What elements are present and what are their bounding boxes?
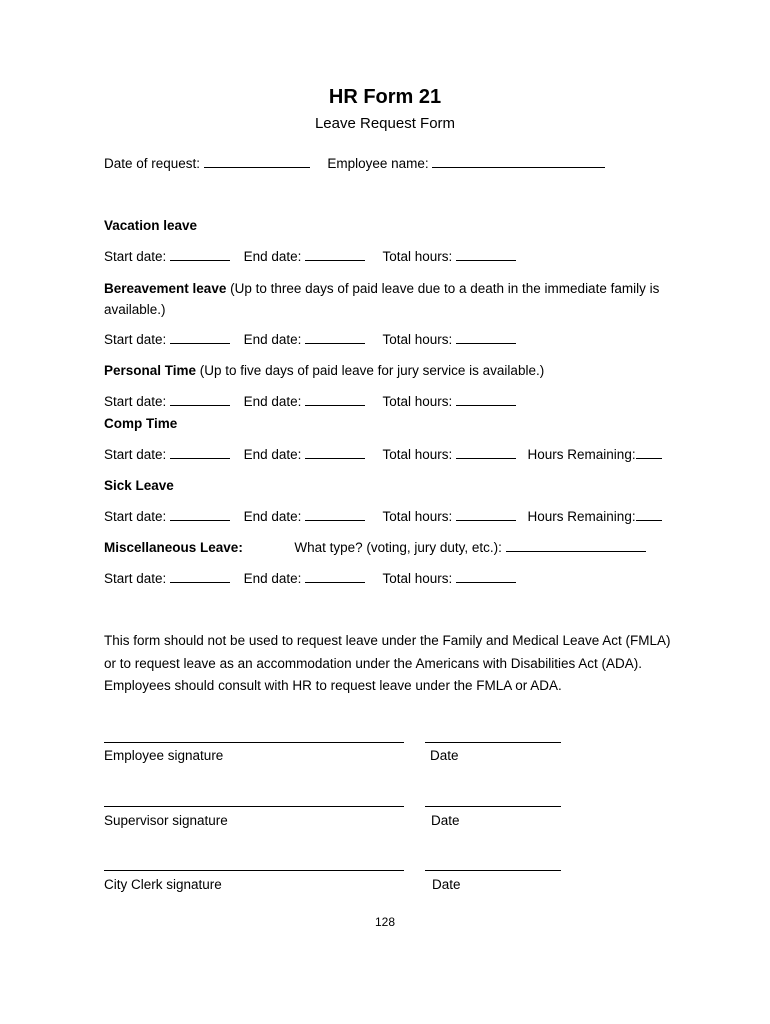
- bereavement-dates-row: [104, 332, 516, 347]
- employee-date-label: Date: [430, 748, 459, 763]
- total-hours-field[interactable]: [456, 582, 516, 583]
- notice-line-1: This form should not be used to request leave under the Family and Medical Leave Act (FMLA): [104, 633, 671, 648]
- start-date-label: Start date:: [104, 394, 167, 409]
- bereavement-leave-heading: [104, 278, 684, 320]
- employee-date-line[interactable]: [425, 742, 561, 743]
- total-hours-label: Total hours:: [382, 509, 453, 524]
- end-date-field[interactable]: [305, 520, 365, 521]
- end-date-field[interactable]: [305, 458, 365, 459]
- total-hours-label: Total hours:: [382, 447, 453, 462]
- request-info-row: [104, 156, 605, 171]
- total-hours-field[interactable]: [456, 260, 516, 261]
- notice-line-2: or to request leave as an accommodation under the Americans with Disabilities Act (ADA).: [104, 655, 643, 671]
- hours-remaining-field[interactable]: [636, 520, 662, 521]
- end-date-field[interactable]: [305, 582, 365, 583]
- end-date-label: End date:: [243, 447, 302, 462]
- date-of-request-label: Date of request:: [104, 156, 201, 171]
- supervisor-date-line[interactable]: [425, 806, 561, 807]
- misc-dates-row: [104, 571, 516, 586]
- start-date-field[interactable]: [170, 260, 230, 261]
- page-number: 128: [374, 915, 396, 929]
- sick-leave-heading: Sick Leave: [104, 478, 174, 493]
- employee-name-label: Employee name:: [327, 156, 429, 171]
- start-date-field[interactable]: [170, 520, 230, 521]
- form-title: HR Form 21: [328, 86, 442, 108]
- comp-dates-row: [104, 447, 662, 462]
- start-date-field[interactable]: [170, 582, 230, 583]
- form-subtitle: Leave Request Form: [314, 115, 456, 132]
- misc-type-field[interactable]: [506, 551, 646, 552]
- personal-dates-row: [104, 394, 516, 409]
- start-date-label: Start date:: [104, 509, 167, 524]
- notice-line-3: Employees should consult with HR to request leave under the FMLA or ADA.: [104, 678, 562, 693]
- personal-time-note: (Up to five days of paid leave for jury service is available.): [196, 363, 545, 378]
- end-date-label: End date:: [243, 249, 302, 264]
- total-hours-label: Total hours:: [382, 394, 453, 409]
- start-date-label: Start date:: [104, 249, 167, 264]
- sick-dates-row: [104, 509, 662, 524]
- start-date-field[interactable]: [170, 405, 230, 406]
- end-date-label: End date:: [243, 332, 302, 347]
- clerk-date-line[interactable]: [425, 870, 561, 871]
- clerk-signature-line[interactable]: [104, 870, 404, 871]
- clerk-signature-label: City Clerk signature: [104, 877, 222, 892]
- employee-name-field[interactable]: [432, 167, 605, 168]
- end-date-label: End date:: [243, 509, 302, 524]
- misc-leave-heading: Miscellaneous Leave:: [104, 540, 243, 555]
- start-date-field[interactable]: [170, 343, 230, 344]
- misc-type-label: What type? (voting, jury duty, etc.):: [294, 540, 502, 555]
- start-date-label: Start date:: [104, 571, 167, 586]
- end-date-label: End date:: [243, 571, 302, 586]
- personal-time-title: Personal Time: [104, 363, 197, 378]
- end-date-label: End date:: [243, 394, 302, 409]
- total-hours-field[interactable]: [456, 405, 516, 406]
- total-hours-field[interactable]: [456, 343, 516, 344]
- total-hours-field[interactable]: [456, 458, 516, 459]
- total-hours-label: Total hours:: [382, 571, 453, 586]
- personal-time-heading: [104, 363, 544, 378]
- supervisor-date-label: Date: [431, 813, 460, 828]
- hours-remaining-label: Hours Remaining:: [527, 447, 636, 462]
- start-date-field[interactable]: [170, 458, 230, 459]
- vacation-leave-heading: Vacation leave: [104, 218, 198, 233]
- hours-remaining-label: Hours Remaining:: [527, 509, 636, 524]
- clerk-date-label: Date: [432, 877, 461, 892]
- end-date-field[interactable]: [305, 260, 365, 261]
- comp-time-heading: Comp Time: [104, 416, 178, 431]
- date-of-request-field[interactable]: [204, 167, 310, 168]
- start-date-label: Start date:: [104, 447, 167, 462]
- end-date-field[interactable]: [305, 405, 365, 406]
- supervisor-signature-line[interactable]: [104, 806, 404, 807]
- bereavement-leave-note: (Up to three days of paid leave due to a death in the immediate family is available.): [104, 281, 660, 317]
- hours-remaining-field[interactable]: [636, 458, 662, 459]
- total-hours-label: Total hours:: [382, 332, 453, 347]
- end-date-field[interactable]: [305, 343, 365, 344]
- total-hours-field[interactable]: [456, 520, 516, 521]
- employee-signature-label: Employee signature: [104, 748, 224, 763]
- vacation-dates-row: [104, 249, 516, 264]
- supervisor-signature-label: Supervisor signature: [104, 813, 228, 828]
- bereavement-leave-title: Bereavement leave: [104, 281, 227, 296]
- fmla-ada-notice: [104, 630, 694, 698]
- start-date-label: Start date:: [104, 332, 167, 347]
- misc-leave-row: [104, 540, 646, 555]
- total-hours-label: Total hours:: [382, 249, 453, 264]
- employee-signature-line[interactable]: [104, 742, 404, 743]
